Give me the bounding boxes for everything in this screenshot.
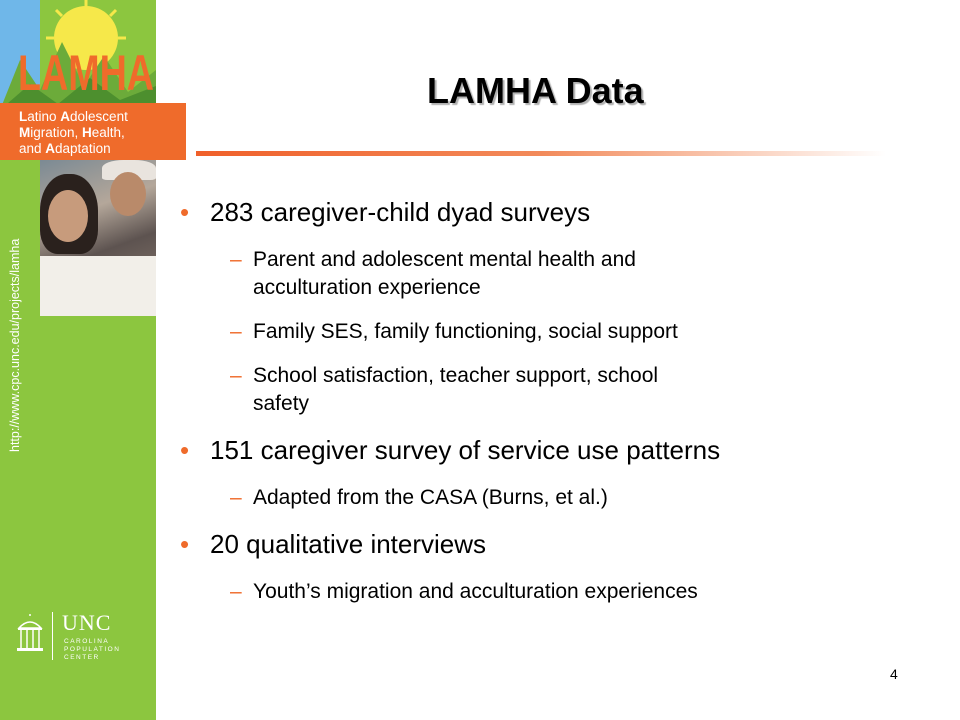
lamha-logo-icon <box>0 0 156 110</box>
project-url: http://www.cpc.unc.edu/projects/lamha <box>8 238 22 452</box>
logo-tagline <box>0 103 186 160</box>
unc-subtitle: CAROLINA POPULATION CENTER <box>64 638 121 661</box>
tagline-line: Migration, Health, <box>19 125 125 140</box>
bullet-dot-icon: • <box>180 529 190 559</box>
sub-item: – Youth’s migration and acculturation experiences <box>180 578 900 606</box>
unc-divider <box>52 612 53 660</box>
logo-word: LAMHA <box>18 45 154 101</box>
dash-icon: – <box>230 580 242 603</box>
sub-item: – Adapted from the CASA (Burns, et al.) <box>180 484 900 512</box>
bullet-dot-icon: • <box>180 435 190 465</box>
youth-photo <box>40 160 156 308</box>
title-underline <box>196 151 886 156</box>
sub-item: – Parent and adolescent mental health and acculturation experience <box>230 248 636 299</box>
unc-logo <box>16 610 156 670</box>
bullet-item: • 151 caregiver survey of service use patterns <box>180 435 721 465</box>
tagline-line: and Adaptation <box>19 141 111 156</box>
dash-icon: – <box>230 486 242 509</box>
old-well-icon <box>16 614 44 654</box>
slide-title: LAMHA Data <box>427 70 644 111</box>
dash-icon: – <box>230 364 242 387</box>
sub-item: – Family SES, family functioning, social support <box>180 318 900 346</box>
bullet-item: • 283 caregiver-child dyad surveys <box>180 197 591 227</box>
dash-icon: – <box>230 320 242 343</box>
bullet-dot-icon: • <box>180 197 190 227</box>
slide-body <box>180 196 900 622</box>
tagline-line: Latino Adolescent <box>19 109 128 124</box>
bullet-item: • 20 qualitative interviews <box>180 529 487 559</box>
dash-icon: – <box>230 248 242 271</box>
unc-name: UNC <box>62 610 112 635</box>
sub-item: – School satisfaction, teacher support, school safety <box>230 364 659 415</box>
page-number: 4 <box>890 666 898 682</box>
